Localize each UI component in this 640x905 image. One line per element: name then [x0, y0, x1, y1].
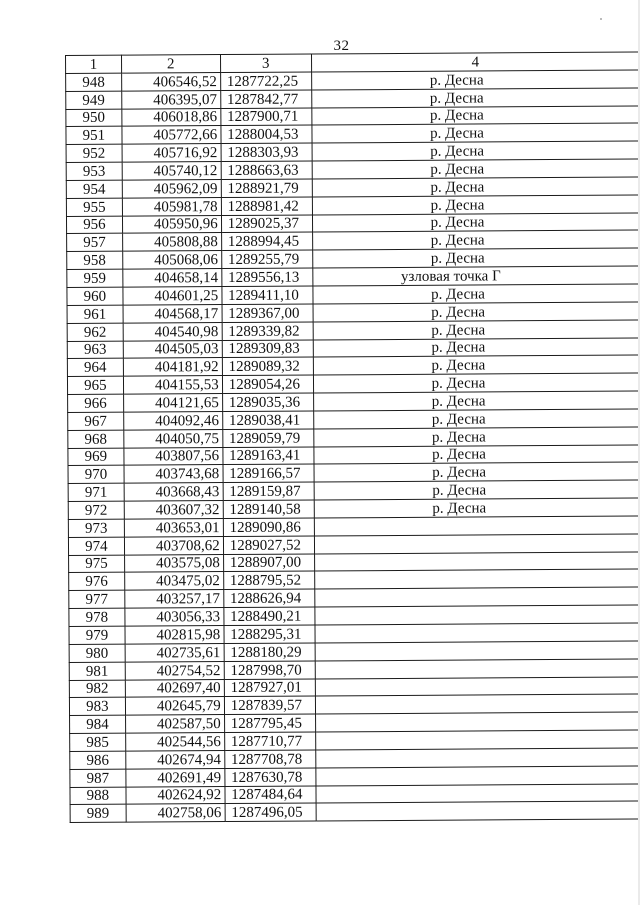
coordinate-y-cell: 1288921,79	[221, 179, 312, 197]
coordinate-x-cell: 405808,88	[122, 233, 221, 251]
coordinate-x-cell: 402758,06	[126, 804, 225, 822]
coordinate-x-cell: 403743,68	[124, 465, 223, 483]
coordinate-y-cell: 1289038,41	[222, 411, 313, 429]
description-cell	[315, 694, 640, 714]
point-number-cell: 988	[70, 787, 126, 805]
coordinate-y-cell: 1288994,45	[221, 232, 312, 250]
coordinate-x-cell: 403056,33	[125, 608, 224, 626]
header-coordinate-y: 3	[220, 54, 311, 72]
description-cell	[314, 534, 640, 554]
coordinate-x-cell: 402645,79	[125, 697, 224, 715]
coordinate-x-cell: 405950,96	[122, 215, 221, 233]
coordinate-y-cell: 1287630,78	[225, 768, 316, 786]
description-cell	[315, 730, 640, 750]
description-cell: р. Десна	[311, 106, 639, 126]
description-cell: р. Десна	[314, 480, 640, 500]
point-number-cell: 973	[68, 519, 124, 537]
coordinates-sheet	[65, 51, 640, 823]
coordinate-x-cell: 404050,75	[124, 429, 223, 447]
point-number-cell: 967	[68, 412, 124, 430]
coordinate-y-cell: 1288490,21	[224, 607, 315, 625]
point-number-cell: 956	[66, 216, 122, 234]
description-cell: р. Десна	[313, 409, 640, 429]
point-number-cell: 948	[66, 73, 122, 91]
scan-speck	[600, 18, 602, 20]
point-number-cell: 959	[67, 269, 123, 287]
coordinates-table	[65, 51, 640, 823]
description-cell: р. Десна	[312, 213, 640, 233]
coordinate-y-cell: 1289556,13	[221, 268, 312, 286]
coordinate-y-cell: 1288907,00	[223, 554, 314, 572]
point-number-cell: 985	[70, 733, 126, 751]
description-cell	[315, 677, 640, 697]
coordinate-y-cell: 1287722,25	[220, 72, 311, 90]
description-cell: р. Десна	[311, 88, 639, 108]
coordinate-y-cell: 1289035,36	[222, 393, 313, 411]
coordinate-x-cell: 402697,40	[125, 679, 224, 697]
description-cell: р. Десна	[312, 141, 640, 161]
description-cell	[315, 766, 640, 786]
description-cell	[315, 641, 640, 661]
coordinate-x-cell: 403708,62	[124, 536, 223, 554]
description-cell: р. Десна	[313, 337, 640, 357]
coordinate-y-cell: 1287839,57	[224, 696, 315, 714]
description-cell: р. Десна	[312, 177, 640, 197]
description-cell	[315, 623, 640, 643]
coordinate-x-cell: 403257,17	[125, 590, 224, 608]
description-cell: р. Десна	[313, 355, 640, 375]
coordinate-y-cell: 1289367,00	[222, 304, 313, 322]
point-number-cell: 982	[69, 680, 125, 698]
point-number-cell: 953	[66, 162, 122, 180]
point-number-cell: 957	[67, 234, 123, 252]
coordinate-y-cell: 1287795,45	[224, 714, 315, 732]
page-number: 32	[333, 38, 350, 54]
coordinate-x-cell: 405962,09	[122, 179, 221, 197]
coordinate-y-cell: 1289089,32	[222, 357, 313, 375]
point-number-cell: 975	[69, 555, 125, 573]
header-coordinate-x: 2	[121, 55, 220, 73]
coordinate-x-cell: 403653,01	[124, 518, 223, 536]
coordinate-x-cell: 404601,25	[123, 287, 222, 305]
point-number-cell: 950	[66, 109, 122, 127]
point-number-cell: 965	[67, 376, 123, 394]
description-cell: р. Десна	[313, 391, 640, 411]
point-number-cell: 969	[68, 448, 124, 466]
coordinate-x-cell: 404540,98	[123, 322, 222, 340]
header-point-number: 1	[66, 55, 122, 73]
point-number-cell: 962	[67, 323, 123, 341]
point-number-cell: 966	[68, 394, 124, 412]
coordinate-x-cell: 402691,49	[126, 768, 225, 786]
description-cell: р. Десна	[311, 70, 639, 90]
point-number-cell: 980	[69, 644, 125, 662]
coordinate-y-cell: 1289027,52	[223, 536, 314, 554]
coordinate-y-cell: 1289255,79	[221, 250, 312, 268]
point-number-cell: 951	[66, 127, 122, 145]
coordinate-x-cell: 403807,56	[124, 447, 223, 465]
coordinate-x-cell: 402544,56	[125, 733, 224, 751]
coordinate-x-cell: 404121,65	[123, 394, 222, 412]
point-number-cell: 981	[69, 662, 125, 680]
point-number-cell: 963	[67, 341, 123, 359]
coordinate-y-cell: 1289411,10	[222, 286, 313, 304]
coordinate-x-cell: 404568,17	[123, 304, 222, 322]
coordinate-y-cell: 1288303,93	[221, 143, 312, 161]
description-cell: р. Десна	[312, 159, 640, 179]
coordinate-y-cell: 1287484,64	[225, 786, 316, 804]
description-cell	[316, 801, 640, 821]
point-number-cell: 952	[66, 144, 122, 162]
table-row	[70, 801, 640, 822]
point-number-cell: 987	[70, 769, 126, 787]
coordinate-y-cell: 1288004,53	[221, 125, 312, 143]
description-cell: р. Десна	[312, 195, 640, 215]
point-number-cell: 978	[69, 608, 125, 626]
coordinate-y-cell: 1289090,86	[223, 518, 314, 536]
table-body	[66, 70, 640, 823]
point-number-cell: 949	[66, 91, 122, 109]
coordinate-y-cell: 1289059,79	[222, 429, 313, 447]
description-cell	[314, 587, 640, 607]
point-number-cell: 974	[68, 537, 124, 555]
coordinate-y-cell: 1289166,57	[223, 464, 314, 482]
coordinate-x-cell: 403575,08	[124, 554, 223, 572]
coordinate-x-cell: 403668,43	[124, 483, 223, 501]
coordinate-x-cell: 404092,46	[123, 411, 222, 429]
point-number-cell: 954	[66, 180, 122, 198]
point-number-cell: 972	[68, 501, 124, 519]
description-cell: р. Десна	[312, 230, 640, 250]
point-number-cell: 979	[69, 626, 125, 644]
coordinate-x-cell: 402587,50	[125, 715, 224, 733]
coordinate-y-cell: 1289339,82	[222, 322, 313, 340]
description-cell	[314, 552, 640, 572]
point-number-cell: 958	[67, 251, 123, 269]
point-number-cell: 986	[70, 751, 126, 769]
coordinate-x-cell: 405716,92	[122, 144, 221, 162]
point-number-cell: 961	[67, 305, 123, 323]
point-number-cell: 960	[67, 287, 123, 305]
description-cell: р. Десна	[314, 462, 640, 482]
coordinate-y-cell: 1287710,77	[224, 732, 315, 750]
point-number-cell: 977	[69, 590, 125, 608]
coordinate-y-cell: 1287927,01	[224, 679, 315, 697]
description-cell	[315, 659, 640, 679]
coordinate-y-cell: 1287842,77	[220, 90, 311, 108]
point-number-cell: 976	[69, 573, 125, 591]
coordinate-x-cell: 404505,03	[123, 340, 222, 358]
coordinate-x-cell: 406018,86	[122, 108, 221, 126]
coordinate-x-cell: 406546,52	[121, 72, 220, 90]
coordinate-x-cell: 406395,07	[121, 90, 220, 108]
coordinate-x-cell: 405981,78	[122, 197, 221, 215]
coordinate-x-cell: 402735,61	[125, 643, 224, 661]
description-cell: р. Десна	[314, 498, 640, 518]
description-cell	[315, 712, 640, 732]
coordinate-y-cell: 1289054,26	[222, 375, 313, 393]
point-number-cell: 984	[70, 715, 126, 733]
coordinate-y-cell: 1289140,58	[223, 500, 314, 518]
description-cell: р. Десна	[313, 373, 640, 393]
coordinate-y-cell: 1288981,42	[221, 197, 312, 215]
point-number-cell: 970	[68, 466, 124, 484]
coordinate-y-cell: 1288180,29	[224, 643, 315, 661]
coordinate-x-cell: 405068,06	[122, 251, 221, 269]
description-cell: р. Десна	[313, 320, 640, 340]
coordinate-x-cell: 405740,12	[122, 162, 221, 180]
description-cell: р. Десна	[312, 248, 640, 268]
coordinate-y-cell: 1287496,05	[225, 803, 316, 821]
coordinate-x-cell: 404155,53	[123, 376, 222, 394]
point-number-cell: 989	[70, 805, 126, 823]
description-cell	[315, 605, 640, 625]
coordinate-y-cell: 1287708,78	[224, 750, 315, 768]
coordinate-y-cell: 1288795,52	[223, 571, 314, 589]
point-number-cell: 968	[68, 430, 124, 448]
coordinate-y-cell: 1287998,70	[224, 661, 315, 679]
coordinate-y-cell: 1289309,83	[222, 339, 313, 357]
description-cell	[315, 748, 640, 768]
description-cell: р. Десна	[313, 302, 640, 322]
coordinate-y-cell: 1289025,37	[221, 215, 312, 233]
coordinate-x-cell: 404658,14	[123, 269, 222, 287]
coordinate-y-cell: 1288295,31	[224, 625, 315, 643]
point-number-cell: 971	[68, 483, 124, 501]
coordinate-y-cell: 1289163,41	[223, 447, 314, 465]
coordinate-x-cell: 403475,02	[124, 572, 223, 590]
coordinate-x-cell: 402815,98	[125, 626, 224, 644]
coordinate-x-cell: 403607,32	[124, 501, 223, 519]
coordinate-x-cell: 402624,92	[126, 786, 225, 804]
description-cell: р. Десна	[313, 427, 640, 447]
description-cell	[316, 784, 640, 804]
description-cell: р. Десна	[314, 445, 640, 465]
coordinate-y-cell: 1289159,87	[223, 482, 314, 500]
description-cell	[314, 569, 640, 589]
description-cell: узловая точка Г	[312, 266, 640, 286]
header-description: 4	[311, 52, 639, 72]
point-number-cell: 964	[67, 358, 123, 376]
coordinate-y-cell: 1288663,63	[221, 161, 312, 179]
coordinate-x-cell: 405772,66	[122, 126, 221, 144]
description-cell	[314, 516, 640, 536]
coordinate-y-cell: 1287900,71	[221, 108, 312, 126]
point-number-cell: 955	[66, 198, 122, 216]
coordinate-y-cell: 1288626,94	[223, 589, 314, 607]
description-cell: р. Десна	[313, 284, 640, 304]
coordinate-x-cell: 404181,92	[123, 358, 222, 376]
coordinate-x-cell: 402754,52	[125, 661, 224, 679]
coordinate-x-cell: 402674,94	[126, 750, 225, 768]
point-number-cell: 983	[69, 698, 125, 716]
description-cell: р. Десна	[312, 123, 640, 143]
